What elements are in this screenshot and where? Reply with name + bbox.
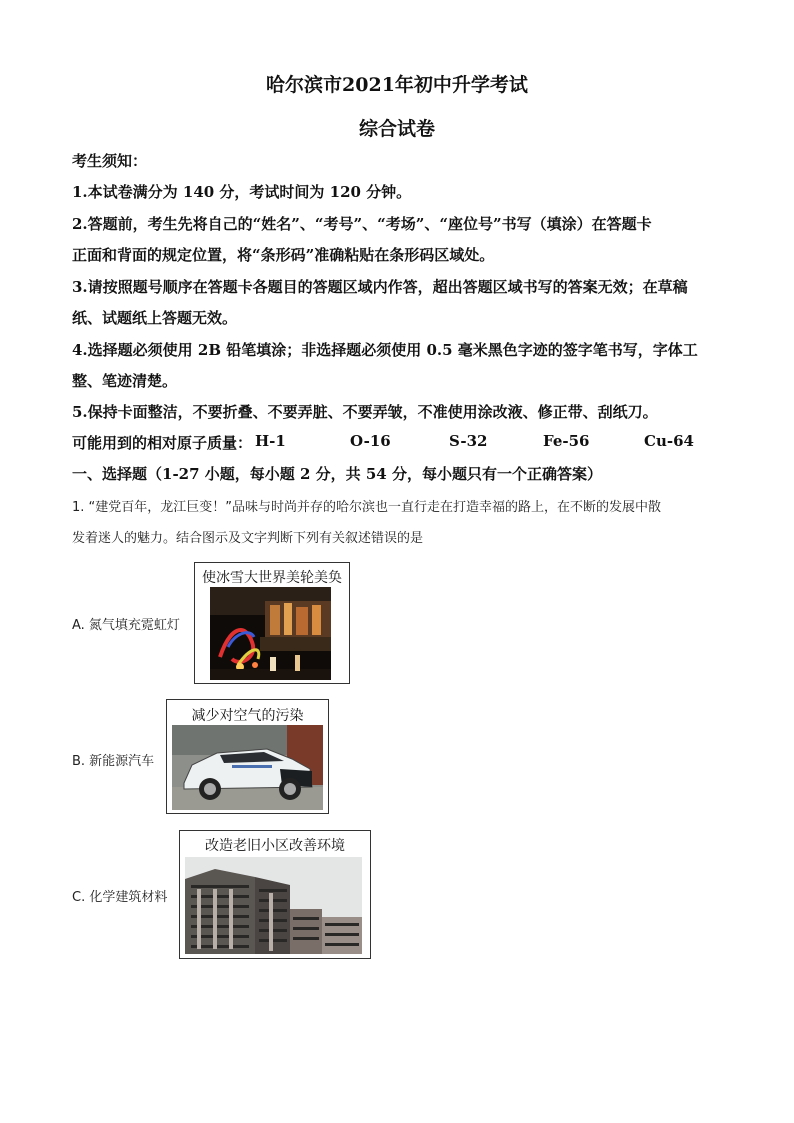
atomic-mass-cu: Cu-64 — [644, 432, 694, 450]
neon-light-photo — [210, 587, 331, 680]
notice-item-1: 1.本试卷满分为 140 分，考试时间为 120 分钟。 — [72, 183, 412, 201]
atomic-mass-s: S-32 — [449, 432, 488, 450]
notice-item-3a: 3.请按照题号顺序在答题卡各题目的答题区域内作答，超出答题区域书写的答案无效；在草稿 — [72, 278, 688, 296]
atomic-mass-fe: Fe-56 — [543, 432, 590, 450]
notice-item-5: 5.保持卡面整洁，不要折叠、不要弄脏、不要弄皱，不准使用涂改液、修正带、刮纸刀。 — [72, 403, 658, 421]
atomic-mass-label: 可能用到的相对原子质量： — [72, 434, 253, 452]
exam-subtitle: 综合试卷 — [358, 118, 435, 140]
question-1-stem-line2: 发着迷人的魅力。结合图示及文字判断下列有关叙述错误的是 — [72, 531, 424, 546]
option-a-figure — [194, 562, 350, 684]
option-a-label: A. 氮气填充霓虹灯 — [72, 618, 180, 633]
option-c-figure — [179, 830, 371, 959]
electric-car-photo — [172, 725, 323, 810]
option-b-caption: 减少对空气的污染 — [191, 708, 304, 724]
question-1-stem-line1: 1. “建党百年，龙江巨变！”品味与时尚并存的哈尔滨也一直行走在打造幸福的路上，在不断的发展中散 — [72, 500, 662, 515]
building-photo — [185, 857, 362, 954]
option-b-figure — [166, 699, 329, 814]
atomic-mass-h: H-1 — [255, 432, 286, 450]
exam-title: 哈尔滨市2021年初中升学考试 — [266, 74, 528, 96]
option-a-caption: 使冰雪大世界美轮美奂 — [202, 570, 342, 586]
section-heading: 一、选择题（1-27 小题，每小题 2 分，共 54 分，每小题只有一个正确答案） — [72, 465, 602, 483]
notice-item-3b: 纸、试题纸上答题无效。 — [72, 309, 238, 327]
notice-item-2b: 正面和背面的规定位置，将“条形码”准确粘贴在条形码区域处。 — [72, 246, 495, 264]
notice-item-4a: 4.选择题必须使用 2B 铅笔填涂；非选择题必须使用 0.5 毫米黑色字迹的签字笔书写，字体工 — [72, 341, 698, 359]
option-b-label: B. 新能源汽车 — [72, 754, 155, 769]
option-c-caption: 改造老旧小区改善环境 — [205, 838, 345, 854]
notice-item-4b: 整、笔迹清楚。 — [72, 372, 178, 390]
option-c-label: C. 化学建筑材料 — [72, 890, 168, 905]
notice-heading: 考生须知： — [72, 152, 148, 170]
atomic-mass-o: O-16 — [350, 432, 391, 450]
notice-item-2a: 2.答题前，考生先将自己的“姓名”、“考号”、“考场”、“座位号”书写（填涂）在答题卡 — [72, 215, 652, 233]
